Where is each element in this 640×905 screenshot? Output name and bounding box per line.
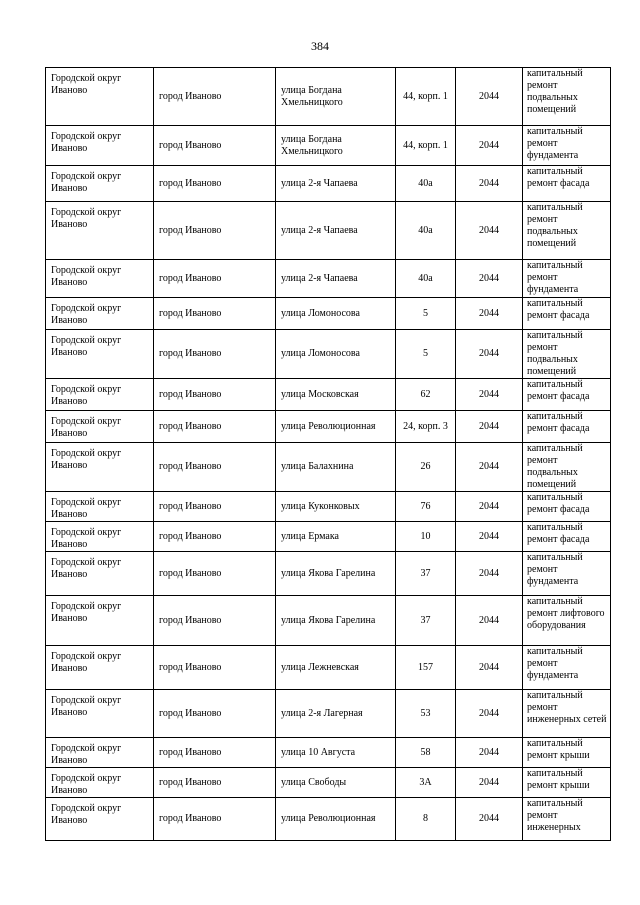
district-cell	[46, 646, 154, 690]
street-cell: улица 2-я Чапаева	[276, 260, 396, 298]
city-cell: город Иваново	[154, 260, 276, 298]
city-cell: город Иваново	[154, 738, 276, 768]
house-cell: 24, корп. 3	[396, 411, 456, 443]
district-text: Городской округ Иваново	[51, 207, 122, 230]
house-cell: 62	[396, 379, 456, 411]
street-cell: улица Ломоносова	[276, 298, 396, 330]
city-cell: город Иваново	[154, 166, 276, 202]
district-cell	[46, 522, 154, 552]
district-cell	[46, 492, 154, 522]
year-cell: 2044	[456, 202, 523, 260]
district-cell	[46, 443, 154, 492]
city-cell: город Иваново	[154, 690, 276, 738]
page-number: 384	[311, 39, 329, 53]
city-cell: город Иваново	[154, 768, 276, 798]
district-cell	[46, 260, 154, 298]
table-row	[46, 443, 611, 492]
district-text: Городской округ Иваново	[51, 73, 122, 96]
street-cell: улица Революционная	[276, 798, 396, 841]
street-cell: улица Ермака	[276, 522, 396, 552]
work-cell: капитальный ремонт инженерных	[523, 798, 611, 841]
street-cell: улица Якова Гарелина	[276, 596, 396, 646]
district-text: Городской округ Иваново	[51, 773, 122, 796]
work-cell: капитальный ремонт подвальных помещений	[523, 330, 611, 379]
house-cell: 157	[396, 646, 456, 690]
year-cell: 2044	[456, 646, 523, 690]
district-text: Городской округ Иваново	[51, 743, 122, 766]
house-cell: 76	[396, 492, 456, 522]
work-cell: капитальный ремонт подвальных помещений	[523, 202, 611, 260]
year-cell: 2044	[456, 260, 523, 298]
house-cell: 37	[396, 596, 456, 646]
house-cell: 44, корп. 1	[396, 126, 456, 166]
year-cell: 2044	[456, 552, 523, 596]
district-text: Городской округ Иваново	[51, 171, 122, 194]
work-cell: капитальный ремонт крыши	[523, 768, 611, 798]
house-cell: 53	[396, 690, 456, 738]
city-cell: город Иваново	[154, 379, 276, 411]
house-cell: 40а	[396, 202, 456, 260]
table-row	[46, 202, 611, 260]
city-cell: город Иваново	[154, 552, 276, 596]
work-cell: капитальный ремонт инженерных сетей	[523, 690, 611, 738]
table-row	[46, 68, 611, 126]
street-cell: улица 10 Августа	[276, 738, 396, 768]
work-cell: капитальный ремонт фасада	[523, 298, 611, 330]
street-cell: улица Балахнина	[276, 443, 396, 492]
table-body	[46, 68, 611, 841]
house-cell: 3А	[396, 768, 456, 798]
work-cell: капитальный ремонт фасада	[523, 522, 611, 552]
district-cell	[46, 202, 154, 260]
year-cell: 2044	[456, 443, 523, 492]
work-cell: капитальный ремонт фасада	[523, 379, 611, 411]
table-row	[46, 768, 611, 798]
district-text: Городской округ Иваново	[51, 131, 122, 154]
city-cell: город Иваново	[154, 798, 276, 841]
district-cell	[46, 768, 154, 798]
table-row	[46, 411, 611, 443]
district-text: Городской округ Иваново	[51, 448, 122, 471]
work-cell: капитальный ремонт фасада	[523, 492, 611, 522]
work-cell: капитальный ремонт подвальных помещений	[523, 68, 611, 126]
district-cell	[46, 552, 154, 596]
city-cell: город Иваново	[154, 202, 276, 260]
year-cell: 2044	[456, 411, 523, 443]
district-text: Городской округ Иваново	[51, 803, 122, 826]
table-row	[46, 690, 611, 738]
street-cell: улица Богдана Хмельницкого	[276, 126, 396, 166]
city-cell: город Иваново	[154, 68, 276, 126]
year-cell: 2044	[456, 298, 523, 330]
work-cell: капитальный ремонт крыши	[523, 738, 611, 768]
house-cell: 44, корп. 1	[396, 68, 456, 126]
year-cell: 2044	[456, 126, 523, 166]
table-row	[46, 126, 611, 166]
street-cell: улица Московская	[276, 379, 396, 411]
district-cell	[46, 411, 154, 443]
house-cell: 26	[396, 443, 456, 492]
district-text: Городской округ Иваново	[51, 416, 122, 439]
table-row	[46, 330, 611, 379]
house-cell: 40а	[396, 260, 456, 298]
year-cell: 2044	[456, 596, 523, 646]
work-cell: капитальный ремонт фундамента	[523, 552, 611, 596]
city-cell: город Иваново	[154, 596, 276, 646]
district-text: Городской округ Иваново	[51, 695, 122, 718]
street-cell: улица Свободы	[276, 768, 396, 798]
work-cell: капитальный ремонт фундамента	[523, 646, 611, 690]
street-cell: улица Якова Гарелина	[276, 552, 396, 596]
city-cell: город Иваново	[154, 492, 276, 522]
street-cell: улица 2-я Чапаева	[276, 166, 396, 202]
district-cell	[46, 690, 154, 738]
house-cell: 40а	[396, 166, 456, 202]
work-cell: капитальный ремонт фасада	[523, 411, 611, 443]
district-cell	[46, 166, 154, 202]
year-cell: 2044	[456, 690, 523, 738]
district-text: Городской округ Иваново	[51, 303, 122, 326]
table-row	[46, 596, 611, 646]
year-cell: 2044	[456, 492, 523, 522]
table-row	[46, 492, 611, 522]
year-cell: 2044	[456, 798, 523, 841]
city-cell: город Иваново	[154, 298, 276, 330]
year-cell: 2044	[456, 738, 523, 768]
district-cell	[46, 126, 154, 166]
district-text: Городской округ Иваново	[51, 497, 122, 520]
work-cell: капитальный ремонт фасада	[523, 166, 611, 202]
table-row	[46, 260, 611, 298]
table-row	[46, 522, 611, 552]
district-cell	[46, 330, 154, 379]
house-cell: 58	[396, 738, 456, 768]
year-cell: 2044	[456, 330, 523, 379]
district-text: Городской округ Иваново	[51, 651, 122, 674]
street-cell: улица 2-я Лагерная	[276, 690, 396, 738]
district-cell	[46, 379, 154, 411]
year-cell: 2044	[456, 768, 523, 798]
city-cell: город Иваново	[154, 411, 276, 443]
table-row	[46, 166, 611, 202]
city-cell: город Иваново	[154, 646, 276, 690]
district-text: Городской округ Иваново	[51, 527, 122, 550]
street-cell: улица Куконковых	[276, 492, 396, 522]
district-cell	[46, 68, 154, 126]
district-cell	[46, 596, 154, 646]
house-cell: 8	[396, 798, 456, 841]
district-cell	[46, 738, 154, 768]
house-cell: 10	[396, 522, 456, 552]
street-cell: улица Лежневская	[276, 646, 396, 690]
table-row	[46, 738, 611, 768]
district-text: Городской округ Иваново	[51, 601, 122, 624]
year-cell: 2044	[456, 379, 523, 411]
table-row	[46, 298, 611, 330]
table-row	[46, 379, 611, 411]
street-cell: улица Богдана Хмельницкого	[276, 68, 396, 126]
work-cell: капитальный ремонт фундамента	[523, 260, 611, 298]
city-cell: город Иваново	[154, 330, 276, 379]
year-cell: 2044	[456, 522, 523, 552]
district-text: Городской округ Иваново	[51, 557, 122, 580]
repair-schedule-table	[45, 67, 611, 841]
district-text: Городской округ Иваново	[51, 384, 122, 407]
district-text: Городской округ Иваново	[51, 335, 122, 358]
table-row	[46, 798, 611, 841]
table-row	[46, 552, 611, 596]
house-cell: 5	[396, 330, 456, 379]
city-cell: город Иваново	[154, 443, 276, 492]
work-cell: капитальный ремонт фундамента	[523, 126, 611, 166]
street-cell: улица Ломоносова	[276, 330, 396, 379]
district-cell	[46, 798, 154, 841]
street-cell: улица Революционная	[276, 411, 396, 443]
year-cell: 2044	[456, 166, 523, 202]
house-cell: 37	[396, 552, 456, 596]
city-cell: город Иваново	[154, 126, 276, 166]
city-cell: город Иваново	[154, 522, 276, 552]
street-cell: улица 2-я Чапаева	[276, 202, 396, 260]
year-cell: 2044	[456, 68, 523, 126]
district-text: Городской округ Иваново	[51, 265, 122, 288]
table-row	[46, 646, 611, 690]
work-cell: капитальный ремонт подвальных помещений	[523, 443, 611, 492]
work-cell: капитальный ремонт лифтового оборудования	[523, 596, 611, 646]
district-cell	[46, 298, 154, 330]
house-cell: 5	[396, 298, 456, 330]
